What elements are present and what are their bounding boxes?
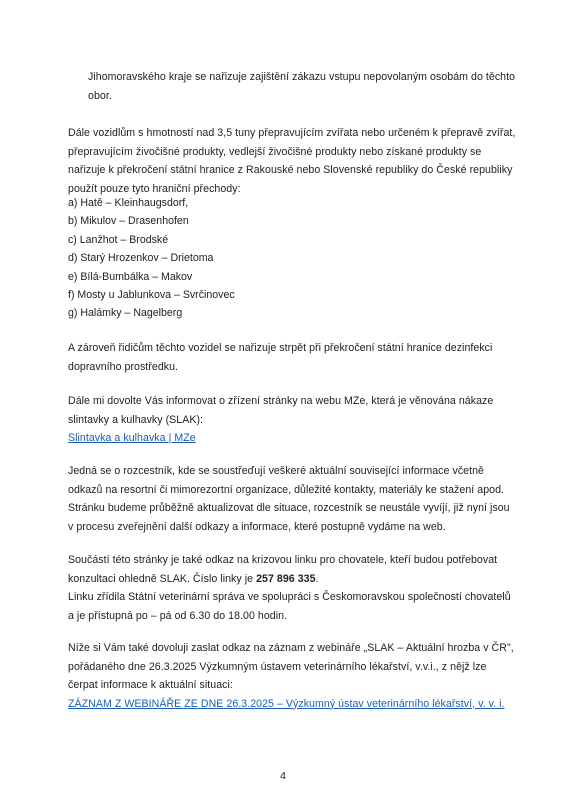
paragraph-6 xyxy=(68,551,511,625)
paragraph-5 xyxy=(68,462,510,536)
paragraph-4 xyxy=(68,392,504,448)
text-line: Dále vozidlům s hmotností nad 3,5 tuny přepravujícím zvířata nebo určeném k přepravě zvířat, xyxy=(68,127,516,139)
text-fragment: . xyxy=(315,572,319,585)
text-line: a je přístupná po – pá od 6.30 do 18.00 hodin. xyxy=(68,609,288,622)
paragraph-1 xyxy=(88,68,516,105)
text-line: pořádaného dne 26.3.2025 Výzkumným ústavem veterinárního lékařství, v.v.i., z nějž lze xyxy=(68,660,487,673)
paragraph-3 xyxy=(68,339,504,376)
text-line: A zároveň řidičům těchto vozidel se nařizuje strpět při překročení státní hranice dezinfekci xyxy=(68,342,493,354)
text-line: Dále mi dovolte Vás informovat o zřízení stránky na webu MZe, která je věnována nákaze xyxy=(68,395,494,407)
list-item: f) Mosty u Jablunkova – Svrčinovec xyxy=(68,289,235,302)
page-number: 4 xyxy=(280,770,286,782)
text-line: slintavky a kulhavky (SLAK): xyxy=(68,413,204,426)
hotline-phone-number: 257 896 335 xyxy=(256,572,316,585)
slak-page-link[interactable]: Slintavka a kulhavka | MZe xyxy=(68,432,196,444)
text-line: obor. xyxy=(88,89,112,102)
text-line: čerpat informace k aktuální situaci: xyxy=(68,679,233,691)
text-line: Níže si Vám také dovoluji zaslat odkaz na záznam z webináře „SLAK – Aktuální hrozba v ČR", xyxy=(68,642,514,654)
list-item: d) Starý Hrozenkov – Drietoma xyxy=(68,252,214,265)
text-line: Linku zřídila Státní veterinární správa ve spolupráci s Českomoravskou společností chovatelů xyxy=(68,591,511,603)
list-item: g) Halámky – Nagelberg xyxy=(68,307,183,320)
border-crossings-list xyxy=(68,194,504,323)
text-line: Součástí této stránky je také odkaz na krizovou linku pro chovatele, kteří budou potřebovat xyxy=(68,554,498,566)
list-item: e) Bílá-Bumbálka – Makov xyxy=(68,270,193,283)
text-fragment: konzultaci ohledně SLAK. Číslo linky je xyxy=(68,572,257,585)
text-line: použít pouze tyto hraniční přechody: xyxy=(68,182,241,195)
text-line: dopravního prostředku. xyxy=(68,360,179,373)
text-line: přepravujícím živočišné produkty, vedlejší živočišné produkty nebo získané produkty se xyxy=(68,145,482,158)
list-item: a) Hatě – Kleinhaugsdorf, xyxy=(68,197,189,209)
paragraph-7 xyxy=(68,639,514,713)
text-line: Stránku budeme průběžně aktualizovat dle situace, rozcestník se neustále vyvíjí, již nyní jsou xyxy=(68,502,510,514)
list-item: c) Lanžhot – Brodské xyxy=(68,233,169,246)
list-item: b) Mikulov – Drasenhofen xyxy=(68,215,189,228)
paragraph-2 xyxy=(68,124,516,198)
text-line: Jedná se o rozcestník, kde se soustřeďují veškeré aktuální související informace včetně xyxy=(68,465,484,477)
text-line: v procesu zveřejnění další odkazy a informace, které postupně vydáme na web. xyxy=(68,520,446,533)
text-line xyxy=(68,570,504,589)
text-line: nařizuje k překročení státní hranice z Rakouské nebo Slovenské republiky do České republiky xyxy=(68,164,513,176)
text-line: Jihomoravského kraje se nařizuje zajištění zákazu vstupu nepovolaným osobám do těchto xyxy=(88,71,516,83)
text-line: odkazů na resortní či mimorezortní organizace, důležité kontakty, materiály ke stažení apod. xyxy=(68,483,505,496)
webinar-recording-link[interactable]: ZÁZNAM Z WEBINÁŘE ZE DNE 26.3.2025 – Výzkumný ústav veterinárního lékařství, v. v. i. xyxy=(68,697,505,710)
